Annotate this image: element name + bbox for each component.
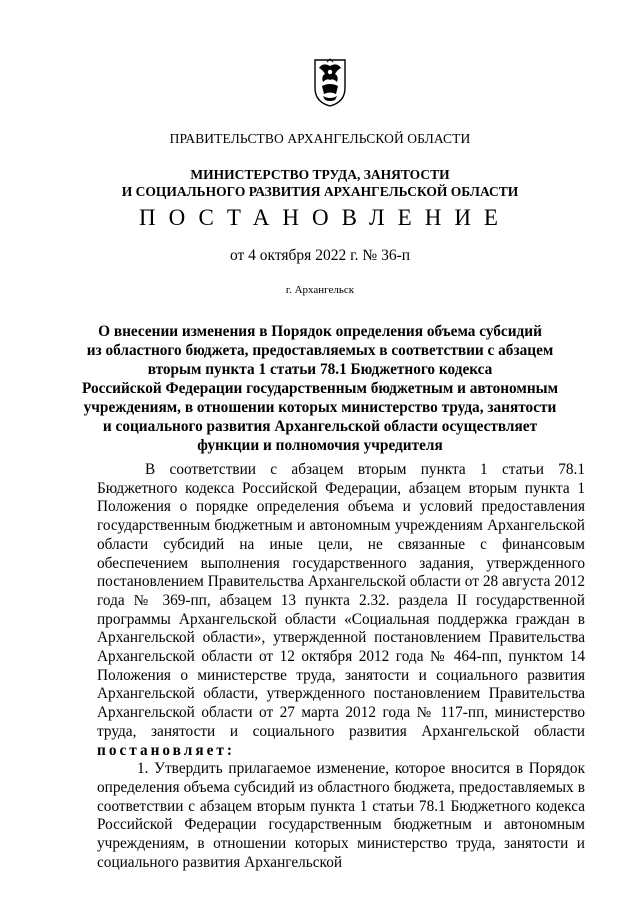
preamble-paragraph [97, 461, 585, 760]
document-title [0, 322, 640, 455]
decree-word: постановляет: [97, 741, 235, 759]
item-1-paragraph: 1. Утвердить прилагаемое изменение, которое вносится в Порядок определения объема субсидий из областного бюджета, предоставляемых в соответствии с абзацем вторым пункта 1 статьи 78.1 Бюджетного кодекса Российской Федерации государственным бюджетным и автономным учреждениям, в отношении которых министерство труда, занятости и социального развития Архангельской [97, 760, 585, 871]
date-and-number: от 4 октября 2022 г. № 36-п [229, 247, 411, 264]
preamble-text: В соответствии с абзацем вторым пункта 1 статьи 78.1 Бюджетного кодекса Российской Федерации, абзацем вторым пункта 1 Положения о порядке определения объема и условий предоставления государственным бюджетным и автономным учреждениям Архангельской области субсидий на иные цели, не связанные с финансовым обеспечением выполнения государственного задания, утвержденного постановлением Правительства Архангельской области от 28 августа 2012 года № 369-пп, абзацем 13 пункта 2.32. раздела II государственной программы Архангельской области «Социальная поддержка граждан в Архангельской области», утвержденной постановлением Правительства Архангельской области от 12 октября 2012 года № 464-пп, пунктом 14 Положения о министерстве труда, занятости и социального развития Архангельской области, утвержденного постановлением Правительства Архангельской области от 27 марта 2012 года № 117-пп, министерство труда, занятости и социального развития Архангельской области [97, 461, 585, 740]
title-line: вторым пункта 1 статьи 78.1 Бюджетного кодекса [147, 361, 493, 378]
title-line: из областного бюджета, предоставляемых в соответствии с абзацем [86, 342, 554, 359]
title-line: Российской Федерации государственным бюджетным и автономным [81, 380, 559, 397]
coat-of-arms-emblem [313, 58, 347, 108]
title-line: учреждениям, в отношении которых министерство труда, занятости [83, 399, 557, 416]
document-body [97, 461, 585, 872]
document-type: ПОСТАНОВЛЕНИЕ [139, 205, 511, 230]
government-name: ПРАВИТЕЛЬСТВО АРХАНГЕЛЬСКОЙ ОБЛАСТИ [169, 131, 471, 146]
ministry-name [0, 166, 640, 200]
title-line: О внесении изменения в Порядок определения объема субсидий [98, 323, 542, 340]
city: г. Архангельск [285, 284, 355, 296]
title-line: и социального развития Архангельской области осуществляет [102, 418, 538, 435]
title-line: функции и полномочия учредителя [197, 437, 443, 454]
ministry-line-2: И СОЦИАЛЬНОГО РАЗВИТИЯ АРХАНГЕЛЬСКОЙ ОБЛАСТИ [121, 184, 519, 199]
ministry-line-1: МИНИСТЕРСТВО ТРУДА, ЗАНЯТОСТИ [190, 167, 450, 182]
